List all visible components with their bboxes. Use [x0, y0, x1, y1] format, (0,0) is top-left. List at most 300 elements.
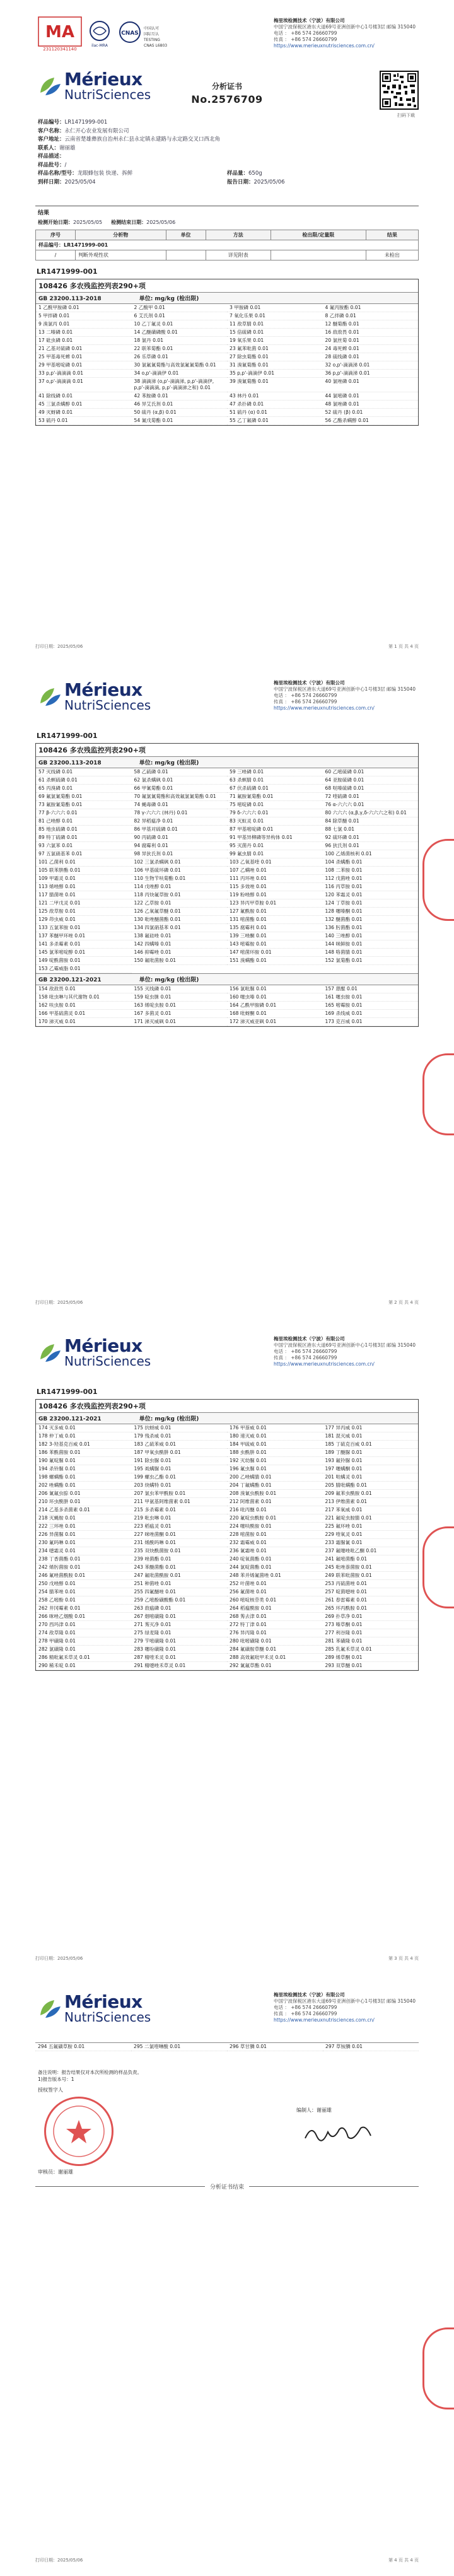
- pesticide-item: 156 氯吡脲 0.01: [227, 985, 323, 993]
- pesticide-item: 84 除草醚 0.01: [323, 817, 419, 826]
- certificate-title: 分析证书: [211, 82, 242, 91]
- pesticide-item: 41 除线磷 0.01: [36, 392, 132, 401]
- pesticide-item: 172 涕灭威亚砜 0.01: [227, 1018, 323, 1026]
- pesticide-item: 71 氟胺氰菊酯 0.01: [227, 793, 323, 801]
- pesticide-list-title: 108426 多农残监控列表290+项: [38, 282, 146, 290]
- pesticide-item: 97 五氯硝基苯 0.01: [36, 850, 132, 858]
- pesticide-item: 270 西玛津 0.01: [36, 1621, 132, 1629]
- pesticide-item: 160 噻虫嗪 0.01: [227, 993, 323, 1002]
- pesticide-item: 38 滴滴涕 (o,p'-滴滴涕, p,p'-滴滴伊, p,p'-滴滴滴, p,p'-滴滴涕之和) 0.01: [132, 378, 228, 392]
- pesticide-item: 24 毒死蜱 0.01: [323, 345, 419, 353]
- pesticide-item: 122 乙草胺 0.01: [132, 899, 228, 908]
- pesticide-item: 249 联苯吡菌胺 0.01: [323, 1572, 419, 1580]
- pesticide-item: 112 戊菌唑 0.01: [323, 875, 419, 883]
- sample-code: LR1471999-001: [37, 1388, 98, 1396]
- pesticide-item: 29 甲基嘧啶磷 0.01: [36, 361, 132, 370]
- pesticide-item: 265 环丙酰胺 0.01: [323, 1605, 419, 1613]
- pesticide-item: 289 烯草酮 0.01: [323, 1654, 419, 1662]
- pesticide-item: 98 异狄氏剂 0.01: [132, 850, 228, 858]
- brand-subname: NutriSciences: [64, 1354, 151, 1369]
- pesticide-item: 68 哒嗪硫磷 0.01: [323, 785, 419, 793]
- page-number: 第 2 页 共 4 页: [388, 1300, 419, 1305]
- pesticide-item: 59 三唑磷 0.01: [227, 768, 323, 776]
- pesticide-item: 237 氟噻唑吡乙酮 0.01: [323, 1547, 419, 1555]
- pesticide-item: 251 种菌唑 0.01: [132, 1580, 228, 1588]
- compiler-label: 编制人：谢丽雄: [296, 2107, 332, 2113]
- svg-text:ilac-MRA: ilac-MRA: [91, 44, 108, 48]
- pesticide-item: 170 涕灭威 0.01: [36, 1018, 132, 1026]
- pesticide-item: 239 唑菌酯 0.01: [132, 1555, 228, 1564]
- pesticide-item: 229 喹氧灵 0.01: [323, 1531, 419, 1539]
- pesticide-item: 40 氯唑磷 0.01: [323, 378, 419, 392]
- leaf-logo-icon: [38, 1342, 62, 1363]
- pesticide-item: 173 克百威 0.01: [323, 1018, 419, 1026]
- pesticide-item: 143 嘧霉胺 0.01: [227, 940, 323, 949]
- pesticide-item: 275 绿麦隆 0.01: [132, 1629, 228, 1637]
- col-header: 序号: [36, 230, 76, 240]
- pesticide-item: 166 甲基硫菌灵 0.01: [36, 1010, 132, 1018]
- pesticide-item: 147 嘧菌环胺 0.01: [227, 949, 323, 957]
- pesticide-item: 209 氟苯虫酰胺 0.01: [323, 1490, 419, 1498]
- pesticide-item: 154 敌敌畏 0.01: [36, 985, 132, 993]
- pesticide-item: 52 硫丹 (β) 0.01: [323, 409, 419, 417]
- pesticide-item: 35 p,p'-滴滴伊 0.01: [227, 370, 323, 378]
- pesticide-item: 168 吡蚜酮 0.01: [227, 1010, 323, 1018]
- pesticide-item: 123 异丙甲草胺 0.01: [227, 899, 323, 908]
- pesticide-item: 266 咪唑乙烟酸 0.01: [36, 1613, 132, 1621]
- pesticide-item: 259 乙嘧酚磺酸酯 0.01: [132, 1596, 228, 1605]
- pesticide-item: 296 草甘膦 0.01: [227, 2043, 323, 2051]
- pesticide-item: 188 虫酰肼 0.01: [227, 1449, 323, 1457]
- print-date: 打印日期：2025/05/06: [35, 2558, 83, 2563]
- pesticide-item: 159 啶虫脒 0.01: [132, 993, 228, 1002]
- print-date: 打印日期：2025/05/06: [35, 1300, 83, 1305]
- pesticide-item: 163 烯啶虫胺 0.01: [132, 1002, 228, 1010]
- pesticide-item: 235 双炔酰菌胺 0.01: [132, 1547, 228, 1555]
- pesticide-item: 227 咪唑菌酮 0.01: [132, 1531, 228, 1539]
- pesticide-item: 277 利谷隆 0.01: [323, 1629, 419, 1637]
- pesticide-item: 187 甲氧虫酰肼 0.01: [132, 1449, 228, 1457]
- pesticide-item: 9 溴氯丙 0.01: [36, 320, 132, 329]
- brand-subname: NutriSciences: [64, 2010, 151, 2025]
- info-row: 客户地址： 云南省楚雄彝族自治州永仁县永定镇永建路与永定路交叉口西北角: [38, 136, 221, 143]
- pesticide-item: 107 乙螨唑 0.01: [227, 867, 323, 875]
- pesticide-list-title: 108426 多农残监控列表290+项: [38, 746, 146, 754]
- pesticide-item: 86 甲基对硫磷 0.01: [132, 826, 228, 834]
- pesticide-item: 110 生物苄呋菊酯 0.01: [132, 875, 228, 883]
- pesticide-item: 132 醚菌酯 0.01: [323, 916, 419, 924]
- sample-info: [38, 119, 416, 187]
- pesticide-item: 142 四螨嗪 0.01: [132, 940, 228, 949]
- info-row: 客户名称： 永仁开心农业发展有限公司: [38, 127, 129, 134]
- pesticide-item: 287 精喹禾灵 0.01: [132, 1654, 228, 1662]
- pesticide-item: 214 乙基多杀菌素 0.01: [36, 1506, 132, 1514]
- pesticide-item: 202 唑螨酯 0.01: [36, 1482, 132, 1490]
- pesticide-item: 195 虱螨脲 0.01: [132, 1465, 228, 1473]
- pesticide-item: 120 苯霜灵 0.01: [323, 891, 419, 899]
- pesticide-item: 85 地虫硫磷 0.01: [36, 826, 132, 834]
- pesticide-item: 190 氟啶脲 0.01: [36, 1457, 132, 1465]
- pesticide-item: 6 艾氏剂 0.01: [132, 312, 228, 320]
- table-row: 样品编号：LR1471999-001: [36, 240, 419, 250]
- pesticide-item: 197 噻螨酮 0.01: [323, 1465, 419, 1473]
- pesticide-item: 109 甲霜灵 0.01: [36, 875, 132, 883]
- pesticide-item: 179 残杀威 0.01: [132, 1432, 228, 1441]
- report-page-3: [0, 1318, 454, 1974]
- pesticide-item: 58 乙硫磷 0.01: [132, 768, 228, 776]
- pesticide-item: 53 硫丹 0.01: [36, 417, 132, 425]
- pesticide-item: 255 四氟醚唑 0.01: [132, 1588, 228, 1596]
- pesticide-item: 252 叶菌唑 0.01: [227, 1580, 323, 1588]
- company-address: 中国宁波保税区港东大道69号亚洲创新中心1号楼3层 邮编 315040: [274, 24, 416, 30]
- pesticide-item: 111 丙环唑 0.01: [227, 875, 323, 883]
- pesticide-item: 175 抗蚜威 0.01: [132, 1424, 228, 1432]
- result-table: [35, 230, 419, 261]
- pesticide-item: 189 丁醚脲 0.01: [323, 1449, 419, 1457]
- pesticide-item: 176 甲萘威 0.01: [227, 1424, 323, 1432]
- pesticide-item: 210 环虫酰肼 0.01: [36, 1498, 132, 1506]
- pesticide-item: 221 氟啶虫胺腈 0.01: [323, 1514, 419, 1523]
- pesticide-item: 178 仲丁威 0.01: [36, 1432, 132, 1441]
- pesticide-item: 5 甲拌磷 0.01: [36, 312, 132, 320]
- pesticide-item: 177 异丙威 0.01: [323, 1424, 419, 1432]
- svg-text:CNAS: CNAS: [121, 30, 139, 37]
- pesticide-item: 286 精吡氟禾草灵 0.01: [36, 1654, 132, 1662]
- pesticide-item: 77 β-六六六 0.01: [36, 809, 132, 817]
- col-header: 分析物: [75, 230, 166, 240]
- pesticide-item: 250 戊唑醇 0.01: [36, 1580, 132, 1588]
- pesticide-item: 128 噻嗪酮 0.01: [323, 908, 419, 916]
- brand-name: Mérieux: [64, 1335, 143, 1356]
- method-standard: GB 23200.113-2018 单位: mg/kg (检出限): [36, 756, 418, 768]
- pesticide-item: 240 啶氧菌酯 0.01: [227, 1555, 323, 1564]
- print-date: 打印日期：2025/05/06: [35, 1956, 83, 1961]
- pesticide-item: 205 腈吡螨酯 0.01: [323, 1482, 419, 1490]
- pesticide-item: 78 γ-六六六 (林丹) 0.01: [132, 809, 228, 817]
- pesticide-item: 231 烯酰吗啉 0.01: [132, 1539, 228, 1547]
- pesticide-item: 271 莠灭净 0.01: [132, 1621, 228, 1629]
- pesticide-item: 94 腐霉利 0.01: [132, 842, 228, 850]
- pesticide-item: 212 阿维菌素 0.01: [227, 1498, 323, 1506]
- pesticide-item: 186 苯酰菌胺 0.01: [36, 1449, 132, 1457]
- pesticide-item: 105 联苯肼酯 0.01: [36, 867, 132, 875]
- pesticide-item: 288 高效氟吡甲禾灵 0.01: [227, 1654, 323, 1662]
- pesticide-list-tail: [35, 2042, 419, 2051]
- pesticide-item: 191 除虫脲 0.01: [132, 1457, 228, 1465]
- pesticide-item: 50 硫丹 (α,β) 0.01: [132, 409, 228, 417]
- company-web[interactable]: https://www.merieuxnutrisciences.com.cn/: [274, 43, 375, 49]
- qr-code-icon[interactable]: [380, 71, 419, 110]
- pesticide-item: 92 硫环磷 0.01: [323, 834, 419, 842]
- end-of-certificate: 分析证书结束: [35, 2182, 419, 2191]
- pesticide-item: 207 氯虫苯甲酰胺 0.01: [132, 1490, 228, 1498]
- pesticide-item: 264 稻瘟酰胺 0.01: [227, 1605, 323, 1613]
- pesticide-item: 245 吡唑萘菌胺 0.01: [323, 1564, 419, 1572]
- pesticide-item: 290 稀禾啶 0.01: [36, 1662, 132, 1670]
- pesticide-item: 36 p,p'-滴滴涕 0.01: [323, 370, 419, 378]
- pesticide-item: 124 丁草胺 0.01: [323, 899, 419, 908]
- table-row: / 判断外观性状 详见附表 未检出: [36, 250, 419, 261]
- pesticide-item: 183 乙硫苯威 0.01: [132, 1441, 228, 1449]
- pesticide-item: 13 二嗪磷 0.01: [36, 329, 132, 337]
- pesticide-item: 267 烟嘧磺隆 0.01: [132, 1613, 228, 1621]
- pesticide-item: 30 氯氟氰菊酯与高效氯氟氰菊酯 0.01: [132, 361, 228, 370]
- pesticide-item: 80 六六六 (α,β,γ,δ-六六六之和) 0.01: [323, 809, 419, 817]
- pesticide-item: 276 异丙隆 0.01: [227, 1629, 323, 1637]
- seal-stamp-icon: [422, 1526, 454, 1608]
- pesticide-item: 83 灭蚁灵 0.01: [227, 817, 323, 826]
- pesticide-item: 56 乙酯杀螨醇 0.01: [323, 417, 419, 425]
- info-row: 联系人： 谢丽雄: [38, 144, 76, 151]
- pesticide-item: 182 3-羟基克百威 0.01: [36, 1441, 132, 1449]
- pesticide-item: 281 苯磺隆 0.01: [323, 1637, 419, 1646]
- cma-text: MA: [45, 23, 74, 42]
- pesticide-item: 228 嘧菌胺 0.01: [227, 1531, 323, 1539]
- pesticide-item: 148 咯菌腈 0.01: [323, 949, 419, 957]
- pesticide-item: 102 三氯杀螨砜 0.01: [132, 858, 228, 867]
- pesticide-item: 226 异菌脲 0.01: [36, 1531, 132, 1539]
- pesticide-item: 211 甲氨基阿维菌素 0.01: [132, 1498, 228, 1506]
- pesticide-item: 16 敌敌畏 0.01: [323, 329, 419, 337]
- svg-text:国际互认: 国际互认: [144, 32, 160, 37]
- merieux-logo: [38, 1993, 151, 2023]
- pesticide-item: 99 氟虫腈 0.01: [227, 850, 323, 858]
- pesticide-item: 23 氟苯吡菌 0.01: [227, 345, 323, 353]
- pesticide-item: 65 丙溴磷 0.01: [36, 785, 132, 793]
- pesticide-item: 248 苯并烯氟菌唑 0.01: [227, 1572, 323, 1580]
- report-page-1: [0, 0, 454, 662]
- company-header: 梅里埃检测技术（宁波）有限公司 中国宁波保税区港东大道69号亚洲创新中心1号楼3层 邮编 315040 电话 ： +86 574 26660799 传真 ： +86 574 26660799 https://www.merieuxnutrisciences.com.cn/: [274, 1992, 416, 2023]
- pesticide-item: 225 氟环唑 0.01: [323, 1523, 419, 1531]
- pesticide-item: 199 螺虫乙酯 0.01: [132, 1473, 228, 1482]
- pesticide-item: 81 己唑醇 0.01: [36, 817, 132, 826]
- pesticide-item: 44 氯嘧磷 0.01: [323, 392, 419, 401]
- cma-badge: [38, 16, 82, 52]
- pesticide-item: 63 杀螟腈 0.01: [227, 776, 323, 785]
- pesticide-item: 88 七氯 0.01: [323, 826, 419, 834]
- pesticide-item: 19 氧乐果 0.01: [227, 337, 323, 345]
- pesticide-item: 246 氟唑菌酰胺 0.01: [36, 1572, 132, 1580]
- accreditation-badges: [38, 16, 174, 52]
- pesticide-item: 153 乙霉威脂 0.01: [36, 965, 132, 973]
- pesticide-item: 82 异稻瘟净 0.01: [132, 817, 228, 826]
- pesticide-item: 12 醚菊酯 0.01: [323, 320, 419, 329]
- pesticide-item: 238 丁香菌酯 0.01: [36, 1555, 132, 1564]
- pesticide-item: 90 丙硫磷 0.01: [132, 834, 228, 842]
- pesticide-item: 291 精噁唑禾草灵 0.01: [132, 1662, 228, 1670]
- sample-code: LR1471999-001: [37, 732, 98, 740]
- pesticide-item: 34 o,p'-滴滴伊 0.01: [132, 370, 228, 378]
- col-header: 方法: [206, 230, 271, 240]
- pesticide-item: 47 杀扑磷 0.01: [227, 401, 323, 409]
- seal-stamp-icon: [422, 1053, 454, 1135]
- pesticide-item: 17 砒虫磷 0.01: [36, 337, 132, 345]
- col-header: 检出限/定量限: [271, 230, 366, 240]
- pesticide-item: 279 苄嘧磺隆 0.01: [132, 1637, 228, 1646]
- pesticide-item: 126 乙氧氟草醚 0.01: [132, 908, 228, 916]
- pesticide-item: 74 蝇毒磷 0.01: [132, 801, 228, 809]
- pesticide-item: 217 苯氧威 0.01: [323, 1506, 419, 1514]
- pesticide-item: 104 杀螨酯 0.01: [323, 858, 419, 867]
- page-number: 第 3 页 共 4 页: [388, 1956, 419, 1961]
- pesticide-item: 181 混灭威 0.01: [323, 1432, 419, 1441]
- remarks: [38, 2069, 416, 2083]
- pesticide-item: 206 氰氟虫腙 0.01: [36, 1490, 132, 1498]
- pesticide-list-box: [35, 279, 419, 426]
- pesticide-item: 130 吡唑醚菌酯 0.01: [132, 916, 228, 924]
- pesticide-item: 185 丁硫克百威 0.01: [323, 1441, 419, 1449]
- pesticide-item: 215 多杀霉素 0.01: [132, 1506, 228, 1514]
- pesticide-item: 232 霜霉威 0.01: [227, 1539, 323, 1547]
- pesticide-item: 200 乙唑螨腈 0.01: [227, 1473, 323, 1482]
- pesticide-item: 113 烯唑醇 0.01: [36, 883, 132, 891]
- reviewer-label: 审核员：谢丽雄: [38, 2169, 73, 2175]
- pesticide-item: 174 灭多威 0.01: [36, 1424, 132, 1432]
- pesticide-item: 261 春雷霉素 0.01: [323, 1596, 419, 1605]
- brand-name: Mérieux: [64, 1991, 143, 2012]
- leaf-logo-icon: [38, 686, 62, 707]
- pesticide-item: 27 除虫菊酯 0.01: [227, 353, 323, 361]
- pesticide-item: 49 灭蚜磷 0.01: [36, 409, 132, 417]
- pesticide-item: 157 蒽醌 0.01: [323, 985, 419, 993]
- pesticide-item: 131 嘧菌酯 0.01: [227, 916, 323, 924]
- pesticide-item: 64 亚胺硫磷 0.01: [323, 776, 419, 785]
- pesticide-item: 70 氟氯氰菊酯和高效氟氯氰菊酯 0.01: [132, 793, 228, 801]
- merieux-logo: [38, 681, 151, 711]
- pesticide-item: 22 联苯菊酯 0.01: [132, 345, 228, 353]
- pesticide-item: 293 双草醚 0.01: [323, 1662, 419, 1670]
- pesticide-item: 184 甲硫威 0.01: [227, 1441, 323, 1449]
- pesticide-grid: [36, 985, 418, 1026]
- qr-caption: 扫码下载: [397, 113, 415, 118]
- pesticide-item: 230 氟吗啉 0.01: [36, 1539, 132, 1547]
- pesticide-item: 282 氯磺隆 0.01: [36, 1646, 132, 1654]
- pesticide-item: 54 氰戊菊酯 0.01: [132, 417, 228, 425]
- pesticide-item: 100 乙烯菌核利 0.01: [323, 850, 419, 858]
- pesticide-item: 106 甲基硫环磷 0.01: [132, 867, 228, 875]
- brand-name: Mérieux: [64, 69, 143, 90]
- cma-number: 231120341140: [43, 47, 77, 52]
- company-header: 梅里埃检测技术（宁波）有限公司 中国宁波保税区港东大道69号亚洲创新中心1号楼3层 邮编 315040 电话 ： +86 574 26660799 传真 ： +86 574 26660799 https://www.merieuxnutrisciences.com.cn/: [274, 1336, 416, 1367]
- pesticide-item: 75 嘧啶磷 0.01: [227, 801, 323, 809]
- pesticide-item: 146 抑霉唑 0.01: [132, 949, 228, 957]
- pesticide-item: 280 吡嘧磺隆 0.01: [227, 1637, 323, 1646]
- remark-line: 备注说明：报告结果仅对本次所检测的样品负责。: [38, 2070, 142, 2075]
- pesticide-item: 31 溴氰菊酯 0.01: [227, 361, 323, 370]
- pesticide-item: 25 甲基毒死蜱 0.01: [36, 353, 132, 361]
- pesticide-item: 108 二苯胺 0.01: [323, 867, 419, 875]
- pesticide-list-box: [35, 743, 419, 1027]
- handwritten-signature-icon: [303, 2121, 378, 2146]
- report-number: No.2576709: [191, 93, 263, 105]
- pesticide-item: 144 咪鲜胺 0.01: [323, 940, 419, 949]
- pesticide-item: 203 炔螨特 0.01: [132, 1482, 228, 1490]
- pesticide-item: 222 三环唑 0.01: [36, 1523, 132, 1531]
- pesticide-item: 127 氟酰胺 0.01: [227, 908, 323, 916]
- pesticide-item: 149 啶酰菌胺 0.01: [36, 957, 132, 965]
- info-row-pair: 样品名称/型号：龙眼蜂包装 快递、拆鲜 样品量：650g: [38, 170, 262, 177]
- sample-code: LR1471999-001: [37, 267, 98, 276]
- pesticide-grid: [36, 304, 418, 425]
- pesticide-item: 91 甲基异柳磷等异构体 0.01: [227, 834, 323, 842]
- pesticide-item: 46 异艾氏剂 0.01: [132, 401, 228, 409]
- pesticide-item: 1 乙酰甲胺磷 0.01: [36, 304, 132, 312]
- remark-line: 1)报告版本号：1: [38, 2076, 74, 2082]
- pesticide-item: 115 多效唑 0.01: [227, 883, 323, 891]
- pesticide-item: 269 扑草净 0.01: [323, 1613, 419, 1621]
- pesticide-item: 135 腐霉利 0.01: [227, 924, 323, 932]
- result-title: 结果: [38, 210, 50, 216]
- pesticide-item: 242 烯肟菌胺 0.01: [36, 1564, 132, 1572]
- info-row: 样品批号： /: [38, 161, 67, 168]
- pesticide-item: 253 丙硫菌唑 0.01: [323, 1580, 419, 1588]
- pesticide-item: 10 乙丁氟灵 0.01: [132, 320, 228, 329]
- company-fax: 传真 ： +86 574 26660799: [274, 37, 337, 42]
- pesticide-item: 260 嘧啶核苷类 0.01: [227, 1596, 323, 1605]
- pesticide-item: 161 噻虫胺 0.01: [323, 993, 419, 1002]
- pesticide-item: 136 肟菌酯 0.01: [323, 924, 419, 932]
- pesticide-item: 216 吡丙醚 0.01: [227, 1506, 323, 1514]
- pesticide-item: 257 啶菌噁唑 0.01: [323, 1588, 419, 1596]
- pesticide-item: 39 溴氰菊酯 0.01: [227, 378, 323, 392]
- pesticide-item: 192 灭幼脲 0.01: [227, 1457, 323, 1465]
- pesticide-list-title: 108426 多农残监控列表290+项: [38, 1402, 146, 1410]
- pesticide-item: 285 乳氟禾草灵 0.01: [323, 1646, 419, 1654]
- pesticide-item: 103 乙氧基喹 0.01: [227, 858, 323, 867]
- pesticide-item: 262 井冈霉素 0.01: [36, 1605, 132, 1613]
- pesticide-item: 223 稻瘟灵 0.01: [132, 1523, 228, 1531]
- pesticide-item: 93 六氯苯 0.01: [36, 842, 132, 850]
- pesticide-item: 117 腈菌唑 0.01: [36, 891, 132, 899]
- pesticide-item: 218 灭蝇胺 0.01: [36, 1514, 132, 1523]
- pesticide-item: 57 灭线磷 0.01: [36, 768, 132, 776]
- pesticide-item: 33 p,p'-滴滴滴 0.01: [36, 370, 132, 378]
- pesticide-item: 208 溴氰虫酰胺 0.01: [227, 1490, 323, 1498]
- pesticide-item: 67 伏杀硫磷 0.01: [227, 785, 323, 793]
- pesticide-item: 15 倍硫磷 0.01: [227, 329, 323, 337]
- pesticide-item: 278 甲磺隆 0.01: [36, 1637, 132, 1646]
- pesticide-grid: [36, 1424, 418, 1670]
- leaf-logo-icon: [38, 1998, 62, 2019]
- pesticide-item: 158 吡虫啉与其代谢物 0.01: [36, 993, 132, 1002]
- pesticide-item: 43 林丹 0.01: [227, 392, 323, 401]
- pesticide-item: 167 多菌灵 0.01: [132, 1010, 228, 1018]
- pesticide-item: 51 硫丹 (α) 0.01: [227, 409, 323, 417]
- pesticide-item: 87 甲基嘧啶磷 0.01: [227, 826, 323, 834]
- pesticide-item: 193 氟铃脲 0.01: [323, 1457, 419, 1465]
- company-header: [274, 18, 419, 49]
- pesticide-item: 14 乙醚磺磷酸 0.01: [132, 329, 228, 337]
- pesticide-item: 139 三唑酮 0.01: [227, 932, 323, 940]
- pesticide-item: 20 氯丝菊 0.01: [323, 337, 419, 345]
- pesticide-item: 114 戊唑醇 0.01: [132, 883, 228, 891]
- info-row: 样品描述：: [38, 153, 65, 160]
- pesticide-item: 234 噁霜灵 0.01: [36, 1547, 132, 1555]
- pesticide-item: 247 氟吡菌酰胺 0.01: [132, 1572, 228, 1580]
- report-page-4: [0, 1974, 454, 2576]
- svg-text:TESTING: TESTING: [144, 38, 160, 42]
- pesticide-item: 220 氟啶虫酰胺 0.01: [227, 1514, 323, 1523]
- report-page-2: [0, 662, 454, 1318]
- pesticide-item: 241 氟嘧菌酯 0.01: [323, 1555, 419, 1564]
- pesticide-item: 244 氯啶菌酯 0.01: [227, 1564, 323, 1572]
- pesticide-item: 96 狄氏剂 0.01: [323, 842, 419, 850]
- official-seal-icon: [44, 2097, 114, 2166]
- method-standard: GB 23200.121-2021 单位: mg/kg (检出限): [36, 973, 418, 985]
- pesticide-item: 284 氟磺胺草醚 0.01: [227, 1646, 323, 1654]
- pesticide-item: 18 氯丹 0.01: [132, 337, 228, 345]
- company-name: 梅里埃检测技术（宁波）有限公司: [274, 18, 345, 23]
